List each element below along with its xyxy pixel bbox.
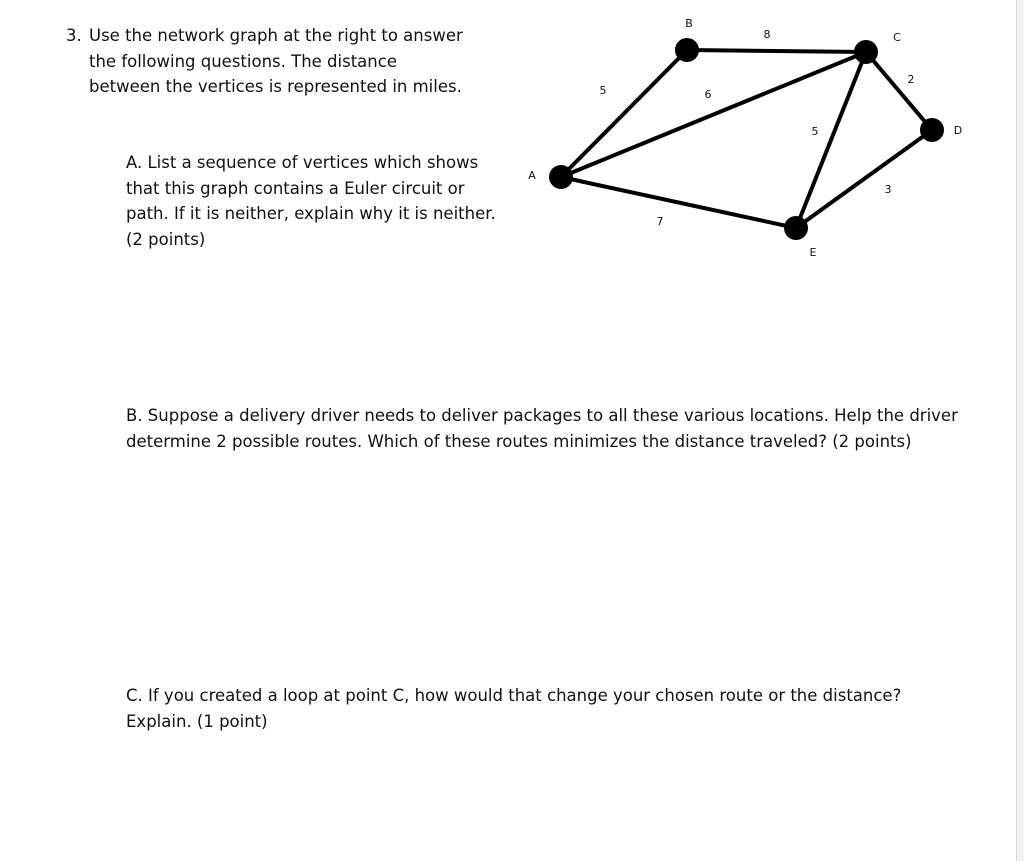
vertex-label-D: D xyxy=(953,124,963,137)
edge-B-C xyxy=(687,50,866,52)
vertex-label-B: B xyxy=(685,17,693,30)
edge-A-E xyxy=(561,177,796,228)
vertex-D xyxy=(920,118,944,142)
edge-weight-D-E: 3 xyxy=(884,183,892,196)
edge-weight-B-C: 8 xyxy=(763,28,771,41)
network-graph xyxy=(0,0,1016,300)
part-c-text: C. If you created a loop at point C, how would that change your chosen route or the distance? Explain. (1 point) xyxy=(126,686,902,731)
edge-A-B xyxy=(561,50,687,177)
vertex-label-A: A xyxy=(528,169,536,182)
vertex-A xyxy=(549,165,573,189)
vertex-label-E: E xyxy=(809,246,817,259)
question-number: 3. xyxy=(66,26,82,45)
edge-A-C xyxy=(561,52,866,177)
edge-weight-C-E: 5 xyxy=(811,125,819,138)
vertex-C xyxy=(854,40,878,64)
question-intro-text: Use the network graph at the right to answer the following questions. The distance between the vertices is represented in miles. xyxy=(89,26,463,96)
vertex-label-C: C xyxy=(893,31,901,44)
vertex-E xyxy=(784,216,808,240)
part-b-text: B. Suppose a delivery driver needs to deliver packages to all these various locations. Help the driver determine 2 possible routes. Which of these routes minimizes the distance traveled? (2 points) xyxy=(126,406,958,451)
edge-weight-A-C: 6 xyxy=(704,88,712,101)
edge-weight-A-E: 7 xyxy=(656,215,664,228)
edge-C-D xyxy=(866,52,932,130)
edge-weight-C-D: 2 xyxy=(907,73,915,86)
vertex-B xyxy=(675,38,699,62)
part-a-text: A. List a sequence of vertices which shows that this graph contains a Euler circuit or path. If it is neither, explain why it is neither. (2 points) xyxy=(126,153,496,249)
edge-weight-A-B: 5 xyxy=(599,84,607,97)
